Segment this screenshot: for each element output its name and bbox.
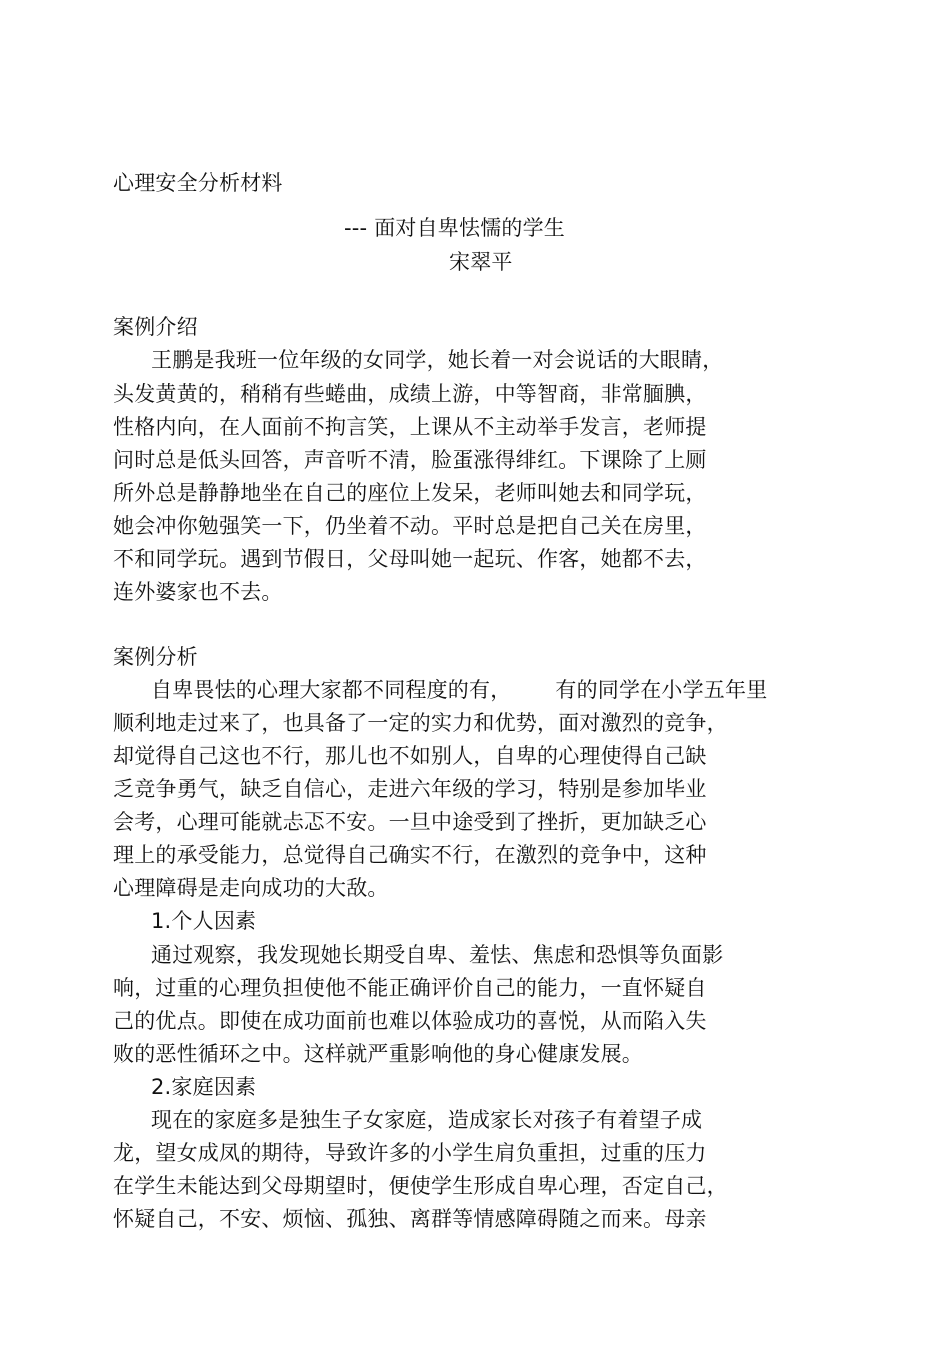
paragraph-line: 却觉得自己这也不行，那儿也不如别人，自卑的心理使得自己缺 — [113, 744, 707, 768]
paragraph-line: 连外婆家也不去。 — [113, 580, 283, 604]
paragraph-line: 通过观察，我发现她长期受自卑、羞怯、焦虑和恐惧等负面影 — [151, 943, 724, 967]
document-author: 宋翠平 — [449, 250, 513, 274]
paragraph-line: 怀疑自己，不安、烦恼、孤独、离群等情感障碍随之而来。母亲 — [113, 1207, 707, 1231]
document-subtitle: --- 面对自卑怯懦的学生 — [344, 216, 566, 240]
section-heading-case-analysis: 案例分析 — [113, 645, 198, 669]
paragraph-line: 理上的承受能力，总觉得自己确实不行，在激烈的竞争中，这种 — [113, 843, 707, 867]
paragraph-line: 心理障碍是走向成功的大敌。 — [113, 876, 389, 900]
subheading-personal-factors: 1.个人因素 — [151, 909, 257, 933]
paragraph-line: 败的恶性循环之中。这样就严重影响他的身心健康发展。 — [113, 1042, 643, 1066]
paragraph-line: 会考，心理可能就忐忑不安。一旦中途受到了挫折，更加缺乏心 — [113, 810, 707, 834]
paragraph-line-first — [151, 677, 767, 703]
paragraph-line: 她会冲你勉强笑一下，仍坐着不动。平时总是把自己关在房里， — [113, 514, 707, 538]
paragraph-line: 己的优点。即使在成功面前也难以体验成功的喜悦，从而陷入失 — [113, 1009, 707, 1033]
paragraph-line-part: 自卑畏怯的心理大家都不同程度的有， — [151, 678, 512, 702]
subheading-family-factors: 2.家庭因素 — [151, 1075, 257, 1099]
paragraph-line: 不和同学玩。遇到节假日，父母叫她一起玩、作客，她都不去， — [113, 547, 707, 571]
paragraph-line: 问时总是低头回答，声音听不清，脸蛋涨得绯红。下课除了上厕 — [113, 448, 707, 472]
paragraph-line: 响，过重的心理负担使他不能正确评价自己的能力，一直怀疑自 — [113, 976, 707, 1000]
paragraph-line-part: 有的同学在小学五年里 — [555, 678, 768, 702]
paragraph-line: 性格内向，在人面前不拘言笑，上课从不主动举手发言，老师提 — [113, 415, 707, 439]
paragraph-line: 乏竞争勇气，缺乏自信心，走进六年级的学习，特别是参加毕业 — [113, 777, 707, 801]
paragraph-line: 所外总是静静地坐在自己的座位上发呆，老师叫她去和同学玩， — [113, 481, 707, 505]
paragraph-line: 王鹏是我班一位年级的女同学，她长着一对会说话的大眼睛， — [151, 348, 724, 372]
document-title: 心理安全分析材料 — [113, 171, 283, 195]
paragraph-line: 现在的家庭多是独生子女家庭，造成家长对孩子有着望子成 — [151, 1108, 703, 1132]
paragraph-line: 龙，望女成凤的期待，导致许多的小学生肩负重担，过重的压力 — [113, 1141, 707, 1165]
paragraph-line: 在学生未能达到父母期望时，便使学生形成自卑心理，否定自己， — [113, 1174, 728, 1198]
section-heading-case-intro: 案例介绍 — [113, 315, 198, 339]
paragraph-line: 头发黄黄的，稍稍有些蜷曲，成绩上游，中等智商，非常腼腆， — [113, 382, 707, 406]
paragraph-line: 顺利地走过来了，也具备了一定的实力和优势，面对激烈的竞争， — [113, 711, 728, 735]
